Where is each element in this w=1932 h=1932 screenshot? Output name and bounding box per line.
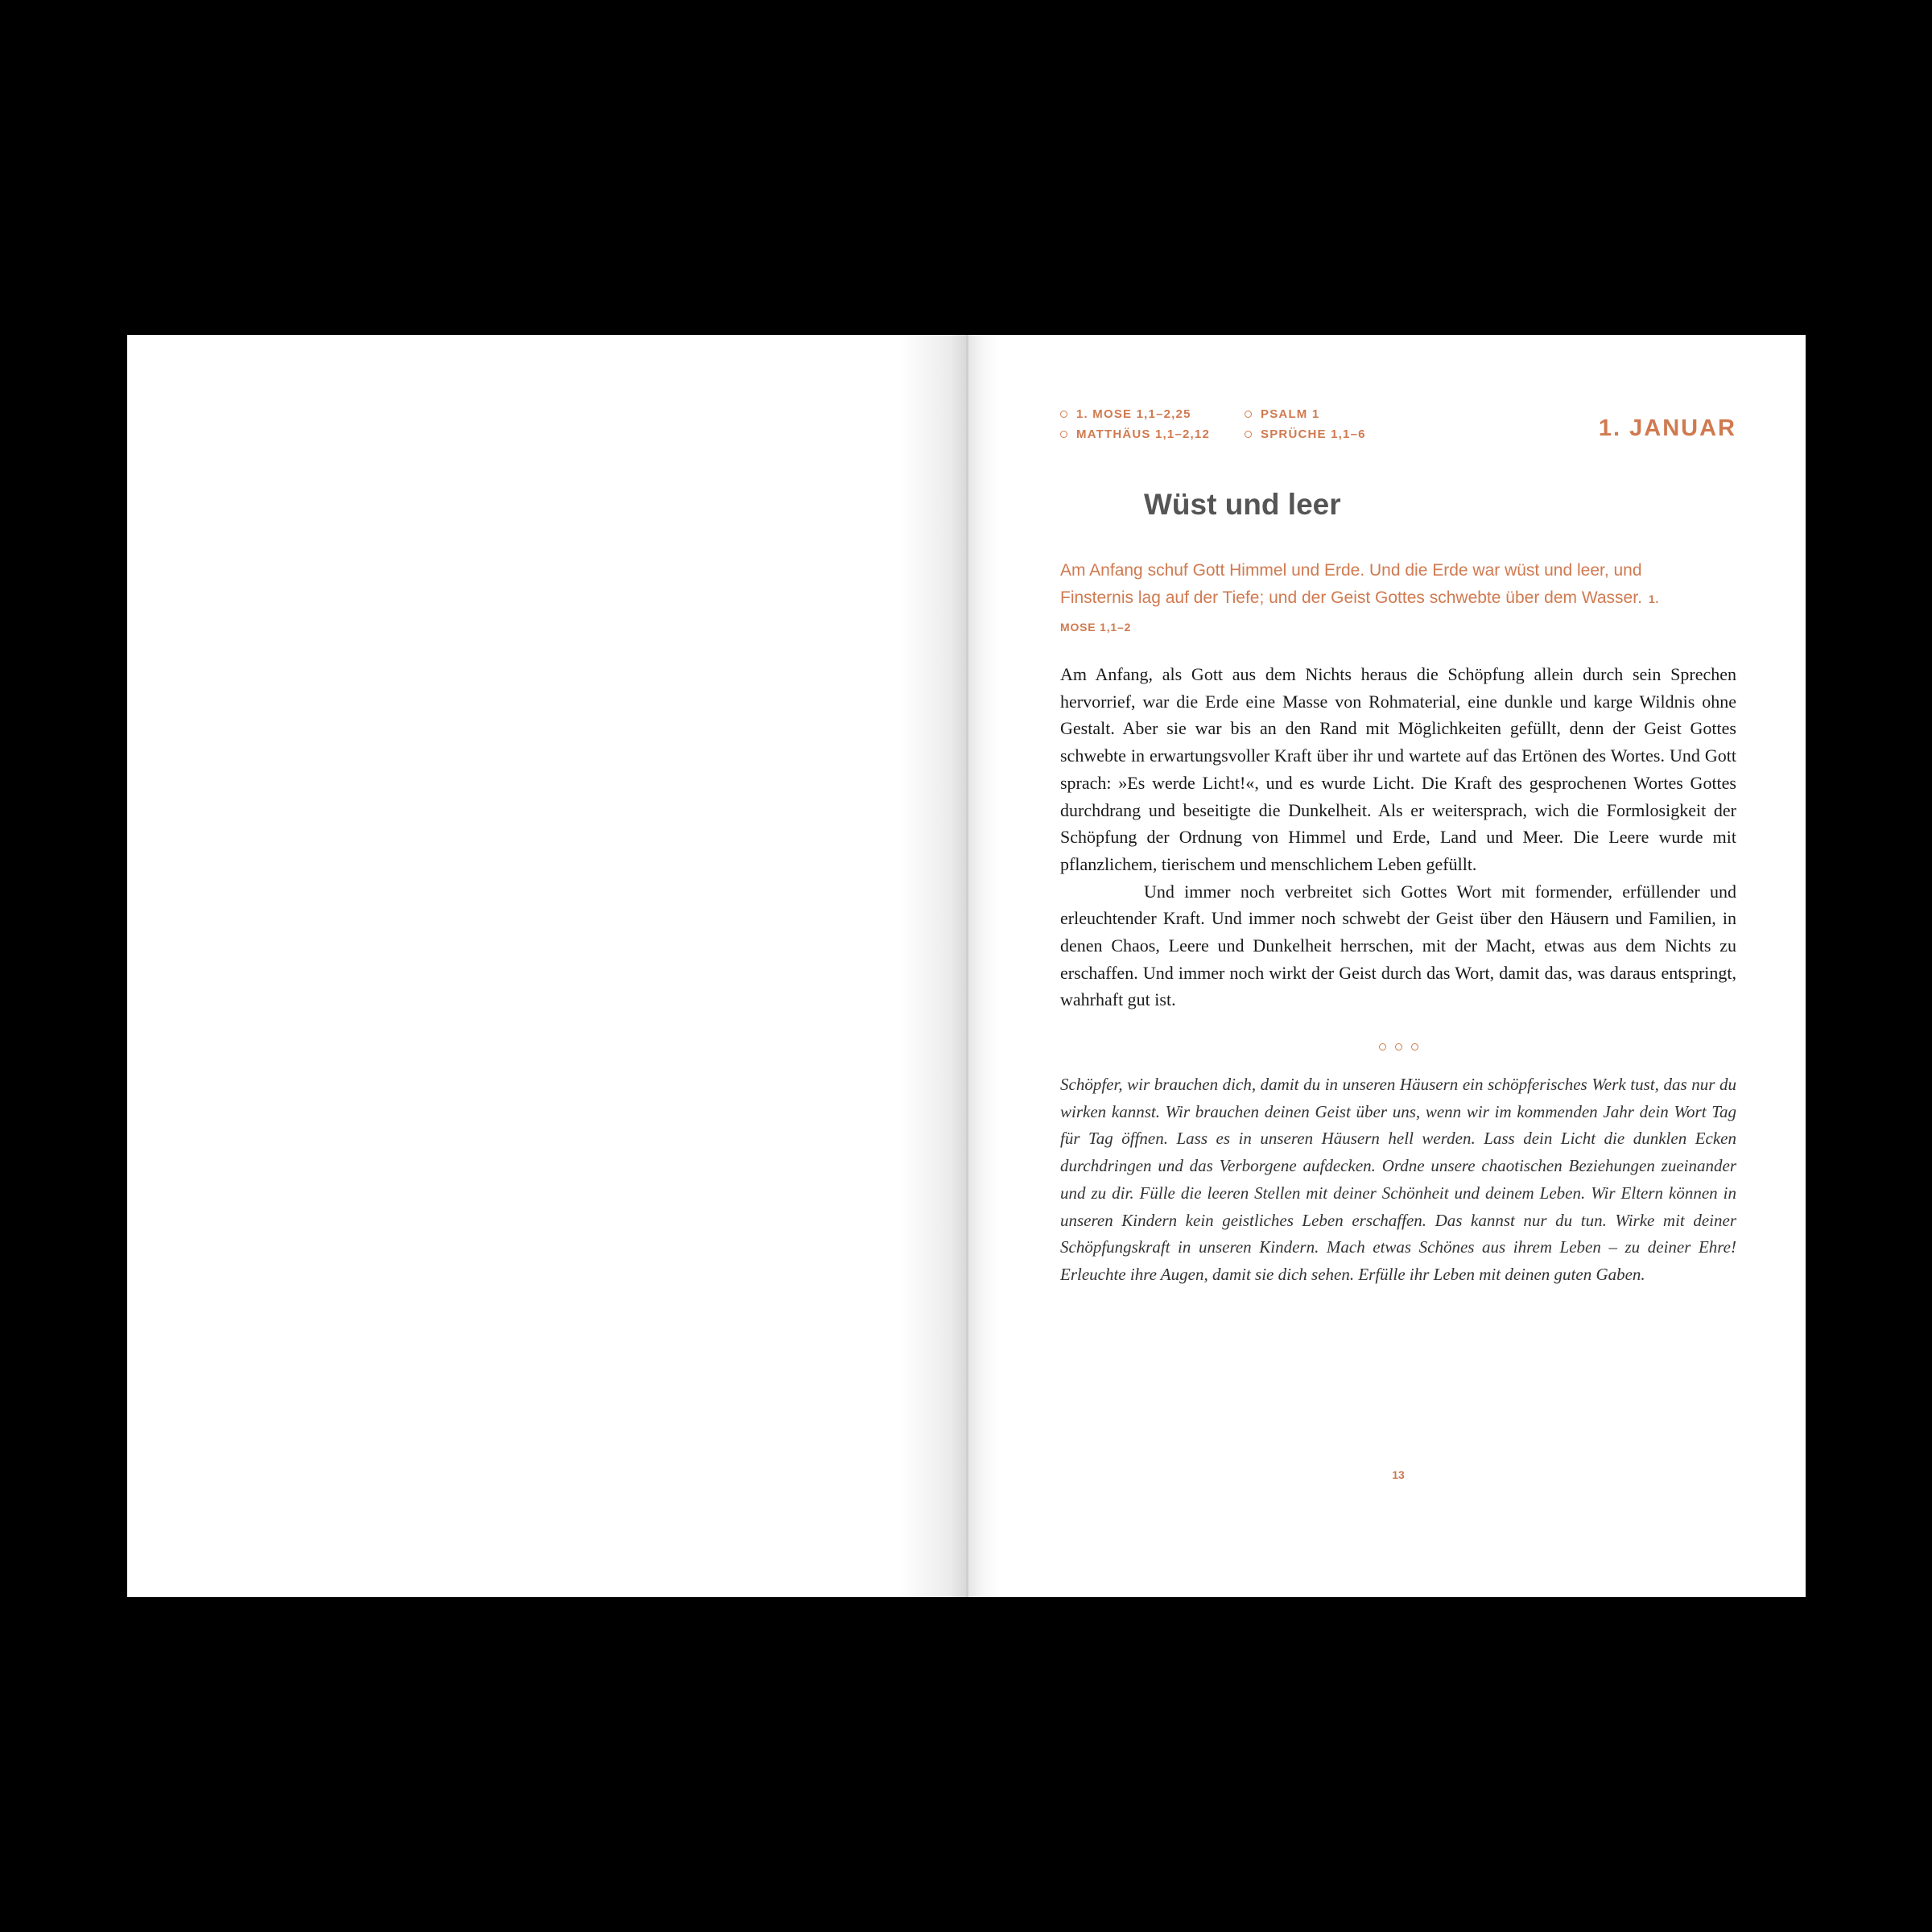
divider-dot-icon	[1395, 1043, 1402, 1051]
body-paragraph: Am Anfang, als Gott aus dem Nichts heraus die Schöpfung allein durch sein Sprechen hervorrief, war die Erde eine Masse von Rohmaterial, eine dunkle und karge Wildnis ohne Gestalt. Aber sie war bis an den Rand mit Möglichkeiten gefüllt, denn der Geist Gottes schwebte in erwartungsvoller Kraft über ihr und wartete auf das Ertönen des Wortes. Und Gott sprach: »Es werde Licht!«, und es wurde Licht. Die Kraft des gesprochenen Wortes Gottes durchdrang und beseitigte die Dunkelheit. Als er weitersprach, wich die Formlosigkeit der Schöpfung der Ordnung von Himmel und Erde, Land und Meer. Die Leere wurde mit pflanzlichem, tierischem und menschlichem Leben gefüllt.	[1060, 664, 1736, 874]
verse-text: Am Anfang schuf Gott Himmel und Erde. Und die Erde war wüst und leer, und Finsternis lag auf der Tiefe; und der Geist Gottes schwebte über dem Wasser.	[1060, 561, 1642, 607]
divider-dot-icon	[1411, 1043, 1418, 1051]
key-verse	[1060, 557, 1672, 642]
book-spread	[127, 335, 1806, 1597]
divider-dot-icon	[1379, 1043, 1386, 1051]
reading-label: 1. MOSE 1,1–2,25	[1076, 407, 1191, 421]
devotional-body	[1060, 661, 1736, 1013]
reading-item	[1245, 427, 1366, 441]
verse-reference: 1. MOSE 1,1–2	[1060, 592, 1660, 634]
reading-label: PSALM 1	[1261, 407, 1320, 421]
page-date: 1. JANUAR	[1598, 415, 1736, 441]
body-paragraph: Und immer noch verbreitet sich Gottes Wort mit formender, erfüllender und erleuchtender Kraft. Und immer noch schwebt der Geist über den Häusern und Familien, in denen Chaos, Leere und Dunkelheit herrschen, mit der Macht, etwas aus dem Nichts zu erschaffen. Und immer noch wirkt der Geist durch das Wort, damit das, was daraus entspringt, wahrhaft gut ist.	[1060, 881, 1736, 1010]
page-title: Wüst und leer	[1144, 488, 1341, 521]
right-page	[968, 335, 1806, 1597]
reading-item	[1060, 407, 1191, 421]
checkbox-circle-icon	[1245, 431, 1252, 438]
reading-label: SPRÜCHE 1,1–6	[1261, 427, 1366, 441]
prayer-text: Schöpfer, wir brauchen dich, damit du in unseren Häusern ein schöpferisches Werk tust, das nur du wirken kannst. Wir brauchen deinen Geist über uns, wenn wir im kommenden Jahr dein Wort Tag für Tag öffnen. Lass es in unseren Häusern hell werden. Lass dein Licht die dunklen Ecken durchdringen und das Verborgene aufdecken. Ordne unsere chaotischen Beziehungen zueinander und zu dir. Fülle die leeren Stellen mit deiner Schönheit und deinem Leben. Wir Eltern können in unseren Kindern kein geistliches Leben erschaffen. Das kannst nur du tun. Wirke mit deiner Schöpfungskraft in unseren Kindern. Mach etwas Schönes aus ihrem Leben – zu deiner Ehre! Erleuchte ihre Augen, damit sie dich sehen. Erfülle ihr Leben mit deinen guten Gaben.	[1060, 1075, 1736, 1284]
checkbox-circle-icon	[1060, 431, 1067, 438]
reading-item	[1060, 427, 1210, 441]
reading-plan	[1060, 407, 1543, 456]
reading-label: MATTHÄUS 1,1–2,12	[1076, 427, 1210, 441]
section-divider	[1060, 1043, 1736, 1051]
reading-item	[1245, 407, 1319, 421]
checkbox-circle-icon	[1245, 411, 1252, 418]
left-page-blank	[127, 335, 966, 1597]
page-number: 13	[1392, 1468, 1405, 1481]
checkbox-circle-icon	[1060, 411, 1067, 418]
